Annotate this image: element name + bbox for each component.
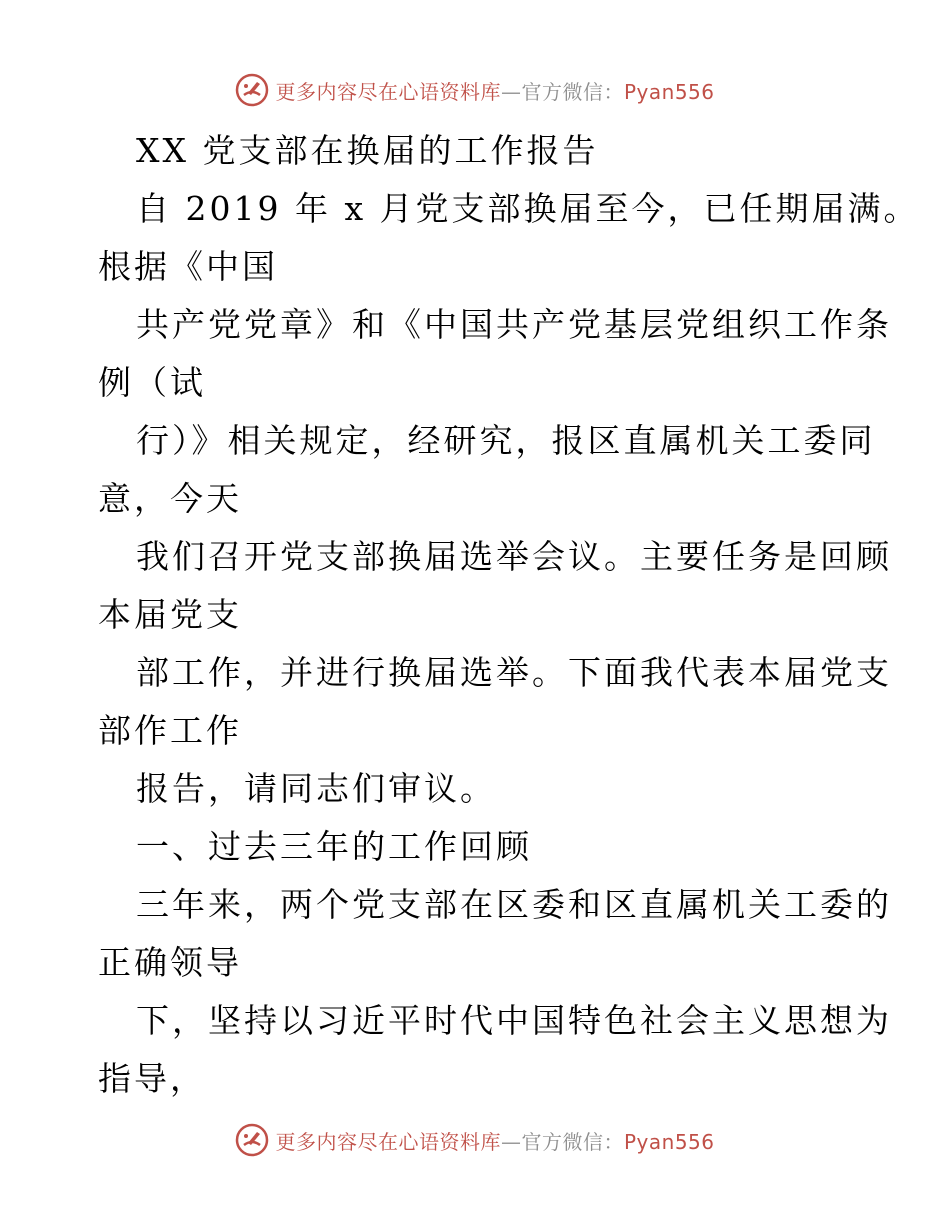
section-heading: 一、过去三年的工作回顾 (136, 827, 532, 866)
watermark-main-text: 更多内容尽在心语资料库 (275, 1129, 501, 1154)
text-line: 下，坚持以习近平时代中国特色社会主义思想为 (136, 1001, 892, 1040)
watermark-text (275, 76, 714, 105)
text-line: 部工作，并进行换届选举。下面我代表本届党支 (136, 653, 892, 692)
watermark-wechat-id: Pyan556 (623, 1129, 715, 1154)
text-line: 正确领导 (98, 943, 242, 982)
text-line: 本届党支 (98, 595, 242, 634)
text-line: 指导， (98, 1059, 206, 1098)
text-line: 例（试 (98, 363, 206, 402)
watermark-text (275, 1126, 714, 1155)
pen-book-logo-icon (235, 73, 269, 107)
watermark-separator: — (500, 1129, 522, 1154)
text-line: 报告，请同志们审议。 (136, 769, 496, 808)
document-title: XX 党支部在换届的工作报告 (136, 131, 599, 170)
text-line: 行）》相关规定，经研究，报区直属机关工委同 (136, 421, 876, 460)
watermark-main-text: 更多内容尽在心语资料库 (275, 79, 501, 104)
text-line: 意，今天 (98, 479, 242, 518)
pen-book-logo-icon (235, 1123, 269, 1157)
header-watermark (0, 70, 950, 110)
text-line: 部作工作 (98, 711, 242, 750)
watermark-wechat-id: Pyan556 (623, 79, 715, 104)
text-line: 我们召开党支部换届选举会议。主要任务是回顾 (136, 537, 892, 576)
text-line: 三年来，两个党支部在区委和区直属机关工委的 (136, 885, 892, 924)
text-line: 共产党党章》和《中国共产党基层党组织工作条 (136, 305, 892, 344)
watermark-group (235, 73, 714, 107)
watermark-separator: — (500, 79, 522, 104)
text-line: 自 2019 年 x 月党支部换届至今，已任期届满。 (136, 189, 920, 228)
watermark-group (235, 1123, 714, 1157)
text-line: 根据《中国 (98, 247, 278, 286)
watermark-official-label: 官方微信： (521, 1129, 624, 1154)
footer-watermark (0, 1120, 950, 1160)
document-body (98, 122, 920, 1108)
watermark-official-label: 官方微信： (521, 79, 624, 104)
